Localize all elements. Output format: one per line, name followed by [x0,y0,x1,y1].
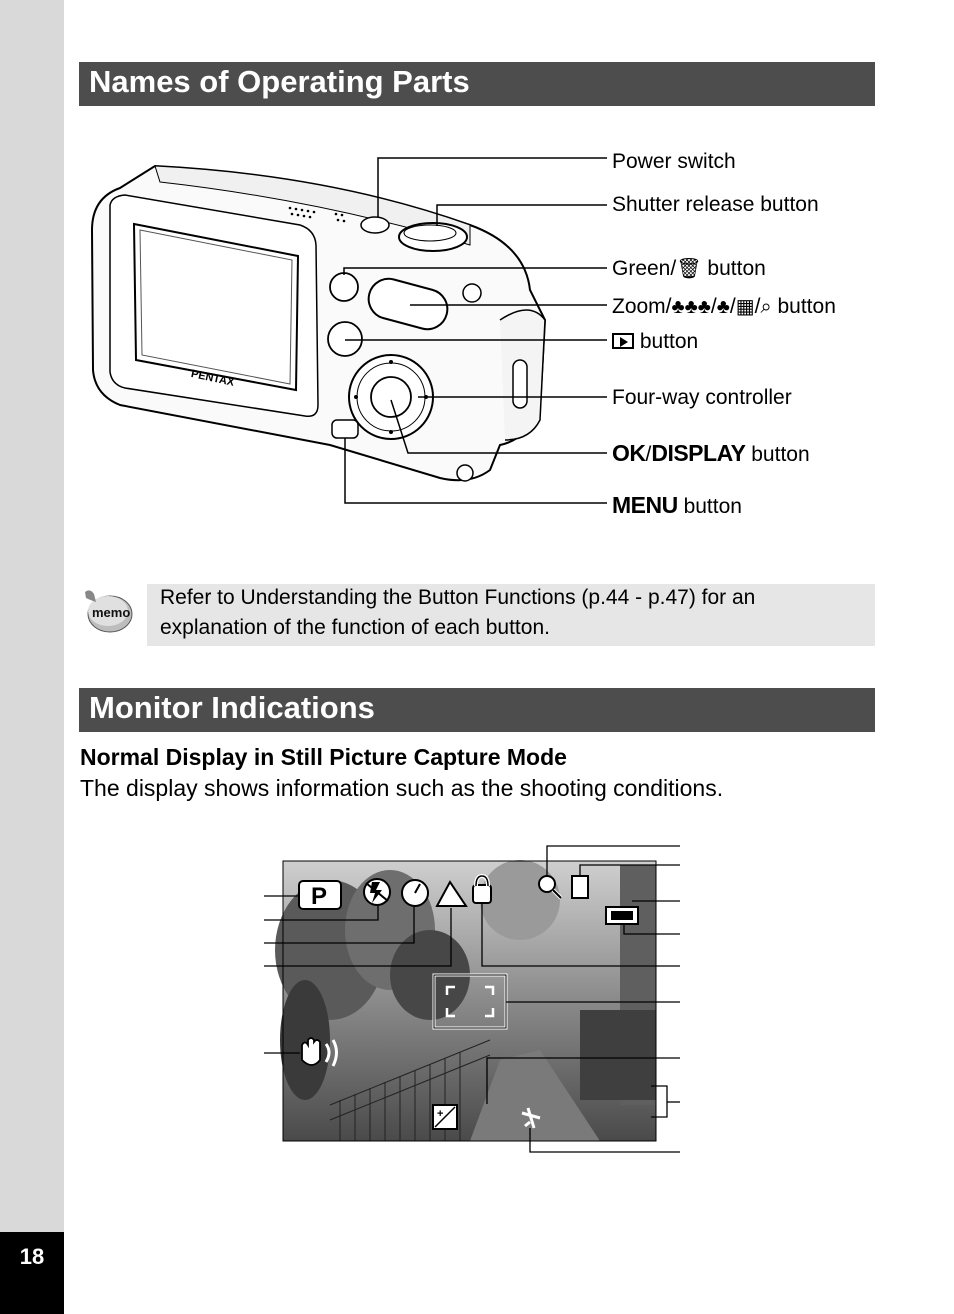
section-title-operating-parts: Names of Operating Parts [89,64,470,99]
label-green-button [612,256,766,281]
nine-grid-icon: ▦ [735,296,755,318]
monitor-subheading: Normal Display in Still Picture Capture Mode [80,744,567,770]
monitor-diagram [260,840,690,1160]
label-menu-suffix: button [677,495,742,518]
label-menu-button [612,492,742,519]
label-green-prefix: Green/ [612,257,677,280]
page-number: 18 [19,1244,45,1269]
trash-icon: 🗑 [676,258,702,280]
label-playback-button [612,330,698,354]
section-bar-operating-parts [79,62,875,106]
section-title-monitor: Monitor Indications [89,690,375,725]
label-menu-text: MENU [612,492,678,518]
magnifier-icon: ⌕ [760,296,772,318]
label-ok-display-button: OK/DISPLAY button [612,440,810,466]
memo-box [147,584,875,646]
camera-brand-logo: PENTAX [189,367,236,389]
label-green-suffix: button [701,257,766,280]
label-zoom-suffix: button [771,295,836,318]
label-power-switch: Power switch [612,150,736,173]
section-bar-monitor [79,688,875,732]
label-zoom-button: Zoom/♣♣♣/♣/▦/⌕ button [612,295,836,318]
monitor-description: The display shows information such as the shooting conditions. [80,775,724,801]
single-tree-icon: ♣ [716,296,730,318]
svg-text:+: + [437,1108,444,1120]
memo-badge-text: memo [92,605,131,620]
memo-icon [80,586,136,636]
label-four-way: Four-way controller [612,386,792,409]
label-display-text: DISPLAY [651,440,746,466]
play-triangle-icon [612,333,634,349]
three-trees-icon: ♣♣♣ [671,296,711,318]
memo-line-1: Refer to Understanding the Button Functions (p.44 - p.47) for an [160,586,756,609]
label-ok-text: OK [612,440,646,466]
label-ok-suffix: button [745,443,810,466]
mode-letter: P [311,883,328,910]
label-zoom-prefix: Zoom/ [612,295,672,318]
memo-line-2: explanation of the function of each button. [160,616,550,639]
label-shutter-release: Shutter release button [612,193,819,216]
label-playback-suffix: button [634,330,699,353]
